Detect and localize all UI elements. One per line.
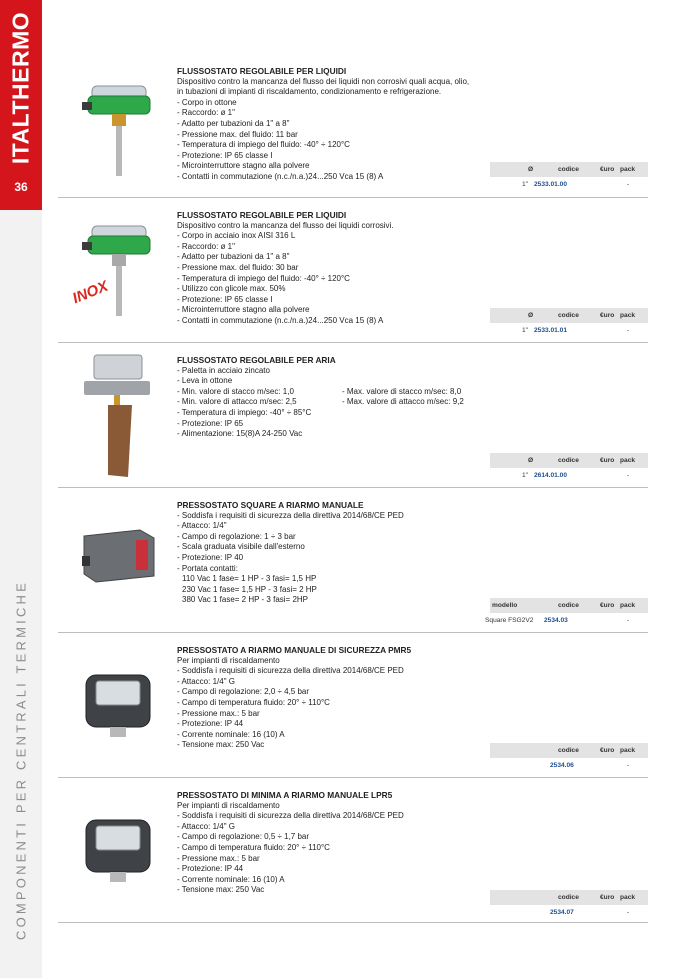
- code-cell[interactable]: 2533.01.00: [534, 181, 568, 188]
- spec-line: - Max. valore di stacco m/sec: 8,0: [342, 386, 462, 396]
- product-title: PRESSOSTATO SQUARE A RIARMO MANUALE: [177, 500, 364, 510]
- product-table: [490, 890, 648, 920]
- header-cell: codice: [558, 894, 579, 901]
- spec-line: - Campo di regolazione: 1 ÷ 3 bar: [177, 531, 296, 541]
- product-description: [177, 790, 507, 896]
- product-title: PRESSOSTATO A RIARMO MANUALE DI SICUREZZA PMR5: [177, 645, 412, 655]
- header-cell: Ø: [528, 457, 534, 464]
- pressure-switch-lpr5-icon: [80, 810, 160, 884]
- spec-line: - Pressione max.: 5 bar: [177, 853, 260, 863]
- sidebar: [0, 0, 42, 978]
- spec-line: - Soddisfa i requisiti di sicurezza della direttiva 2014/68/CE PED: [177, 811, 404, 821]
- spec-line: Per impianti di riscaldamento: [177, 800, 280, 810]
- spec-line: - Adatto per tubazioni da 1" a 8": [177, 118, 290, 128]
- spec-line: - Corpo in acciaio inox AISI 316 L: [177, 231, 296, 241]
- spec-line: - Contatti in commutazione (n.c./n.a.)24...250 Vca 15 (8) A: [177, 315, 384, 325]
- spec-line: - Attacco: 1/4" G: [177, 821, 235, 831]
- code-cell[interactable]: 2534.07: [550, 909, 574, 916]
- header-cell: pack: [620, 312, 636, 319]
- table-row: [490, 323, 648, 338]
- header-cell: pack: [620, 747, 636, 754]
- brand-band: [0, 0, 42, 210]
- header-cell: €uro: [600, 312, 615, 319]
- spec-line: - Pressione max. del fluido: 30 bar: [177, 262, 299, 272]
- spec-line: - Temperatura di impiego del fluido: -40° ÷ 120°C: [177, 140, 350, 150]
- spec-line: - Min. valore di attacco m/sec: 2,5: [177, 397, 297, 407]
- spec-line: Dispositivo contro la mancanza del flusso dei liquidi non corrosivi quali acqua, olio,: [177, 76, 470, 86]
- table-header: [490, 308, 648, 323]
- pack-cell: -: [627, 327, 630, 334]
- flow-switch-inox-icon: [76, 220, 160, 320]
- header-cell: pack: [620, 602, 636, 609]
- spec-line: - Corrente nominale: 16 (10) A: [177, 729, 285, 739]
- spec-line: Per impianti di riscaldamento: [177, 655, 280, 665]
- product-description: [177, 355, 507, 440]
- spec-pair: [177, 397, 507, 408]
- spec-line: - Contatti in commutazione (n.c./n.a.)24...250 Vca 15 (8) A: [177, 171, 384, 181]
- header-cell: €uro: [600, 166, 615, 173]
- header-cell: codice: [558, 312, 579, 319]
- spec-line: - Paletta in acciaio zincato: [177, 365, 270, 375]
- header-cell: codice: [558, 166, 579, 173]
- product-card: [58, 54, 648, 198]
- pack-cell: -: [627, 181, 630, 188]
- header-cell: modello: [492, 602, 518, 609]
- header-cell: codice: [558, 602, 579, 609]
- spec-line: - Protezione: IP 40: [177, 552, 244, 562]
- spec-line: - Corrente nominale: 16 (10) A: [177, 874, 285, 884]
- inox-badge: INOX: [70, 277, 111, 308]
- spec-line: - Raccordo: ø 1": [177, 241, 235, 251]
- section-title: COMPONENTI PER CENTRALI TERMICHE: [13, 579, 29, 941]
- spec-line: - Raccordo: ø 1": [177, 108, 235, 118]
- product-card: [58, 198, 648, 343]
- product-card: [58, 488, 648, 633]
- spec-line: - Portata contatti:: [177, 563, 238, 573]
- spec-line: 230 Vac 1 fase= 1,5 HP - 3 fasi= 2 HP: [182, 584, 317, 594]
- brand-logo: ITALTHERMO: [7, 11, 34, 165]
- spec-line: 110 Vac 1 fase= 1 HP - 3 fasi= 1,5 HP: [182, 574, 317, 584]
- spec-line: - Soddisfa i requisiti di sicurezza della direttiva 2014/68/CE PED: [177, 666, 404, 676]
- product-table: [490, 308, 648, 338]
- code-cell[interactable]: 2533.01.01: [534, 327, 568, 334]
- pack-cell: -: [627, 472, 630, 479]
- spec-line: - Protezione: IP 65: [177, 418, 244, 428]
- spec-line: - Protezione: IP 44: [177, 719, 244, 729]
- spec-pair: [177, 387, 507, 398]
- code-cell[interactable]: 2534.03: [544, 617, 568, 624]
- table-row: [490, 905, 648, 920]
- spec-line: - Max. valore di attacco m/sec: 9,2: [342, 397, 464, 407]
- table-header: [490, 743, 648, 758]
- spec-line: 380 Vac 1 fase= 2 HP - 3 fasi= 2HP: [182, 595, 308, 605]
- spec-line: - Scala graduata visibile dall'esterno: [177, 542, 305, 552]
- spec-line: - Min. valore di stacco m/sec: 1,0: [177, 386, 294, 396]
- spec-line: - Alimentazione: 15(8)A 24-250 Vac: [177, 429, 303, 439]
- spec-line: - Microinterruttore stagno alla polvere: [177, 305, 310, 315]
- header-cell: €uro: [600, 894, 615, 901]
- pressure-switch-square-icon: [80, 526, 160, 586]
- table-row: [490, 177, 648, 192]
- header-cell: pack: [620, 166, 636, 173]
- header-cell: €uro: [600, 602, 615, 609]
- product-title: FLUSSOSTATO REGOLABILE PER LIQUIDI: [177, 210, 347, 220]
- spec-line: - Microinterruttore stagno alla polvere: [177, 161, 310, 171]
- product-description: [177, 645, 507, 751]
- product-card: [58, 778, 648, 923]
- code-cell[interactable]: 2614.01.00: [534, 472, 568, 479]
- spec-line: - Attacco: 1/4": [177, 521, 227, 531]
- pack-cell: -: [627, 762, 630, 769]
- air-flow-switch-icon: [80, 351, 160, 481]
- spec-line: - Campo di temperatura fluido: 20° ÷ 110°C: [177, 697, 330, 707]
- table-row: [485, 613, 648, 628]
- spec-line: - Adatto per tubazioni da 1" a 8": [177, 252, 290, 262]
- spec-line: - Corpo in ottone: [177, 97, 237, 107]
- spec-line: - Utilizzo con glicole max. 50%: [177, 284, 286, 294]
- product-table: [490, 453, 648, 483]
- spec-line: Dispositivo contro la mancanza del flusso dei liquidi corrosivi.: [177, 220, 394, 230]
- code-cell[interactable]: 2534.06: [550, 762, 574, 769]
- product-description: [177, 66, 507, 183]
- size-cell: 1": [522, 181, 529, 188]
- header-cell: Ø: [528, 166, 534, 173]
- table-header: [490, 598, 648, 613]
- page-number: 36: [14, 180, 28, 194]
- spec-line: - Temperatura di impiego del fluido: -40° ÷ 120°C: [177, 273, 350, 283]
- table-header: [490, 890, 648, 905]
- spec-line: - Protezione: IP 44: [177, 864, 244, 874]
- spec-line: - Campo di regolazione: 0,5 ÷ 1,7 bar: [177, 832, 310, 842]
- header-cell: codice: [558, 457, 579, 464]
- product-card: [58, 343, 648, 488]
- table-header: [490, 453, 648, 468]
- spec-line: - Campo di regolazione: 2,0 ÷ 4,5 bar: [177, 687, 310, 697]
- spec-line: - Pressione max.: 5 bar: [177, 708, 260, 718]
- spec-line: - Temperatura di impiego: -40° ÷ 85°C: [177, 407, 312, 417]
- product-description: [177, 500, 507, 606]
- product-card: [58, 633, 648, 778]
- header-cell: €uro: [600, 747, 615, 754]
- header-cell: €uro: [600, 457, 615, 464]
- product-title: FLUSSOSTATO REGOLABILE PER LIQUIDI: [177, 66, 347, 76]
- spec-line: - Tensione max: 250 Vac: [177, 885, 265, 895]
- product-table: [490, 162, 648, 192]
- spec-line: in tubazioni di impianti di riscaldamento, condizionamento e refrigerazione.: [177, 87, 442, 97]
- header-cell: pack: [620, 457, 636, 464]
- header-cell: pack: [620, 894, 636, 901]
- spec-line: - Pressione max. del fluido: 11 bar: [177, 129, 298, 139]
- model-cell: Square FSG2V2: [485, 617, 534, 624]
- size-cell: 1": [522, 327, 529, 334]
- pack-cell: -: [627, 909, 630, 916]
- spec-line: - Tensione max: 250 Vac: [177, 740, 265, 750]
- spec-line: - Campo di temperatura fluido: 20° ÷ 110°C: [177, 842, 330, 852]
- table-row: [490, 758, 648, 773]
- flow-switch-green-icon: [76, 80, 160, 180]
- header-cell: Ø: [528, 312, 534, 319]
- table-row: [490, 468, 648, 483]
- product-description: [177, 210, 507, 327]
- pack-cell: -: [627, 617, 630, 624]
- product-title: FLUSSOSTATO REGOLABILE PER ARIA: [177, 355, 336, 365]
- size-cell: 1": [522, 472, 529, 479]
- product-table: [490, 743, 648, 773]
- table-header: [490, 162, 648, 177]
- product-title: PRESSOSTATO DI MINIMA A RIARMO MANUALE LPR5: [177, 790, 393, 800]
- pressure-switch-pmr5-icon: [80, 665, 160, 739]
- spec-line: - Leva in ottone: [177, 376, 233, 386]
- product-table: [485, 598, 648, 628]
- spec-line: - Soddisfa i requisiti di sicurezza della direttiva 2014/68/CE PED: [177, 510, 404, 520]
- spec-line: - Protezione: IP 65 classe I: [177, 150, 273, 160]
- spec-line: - Attacco: 1/4" G: [177, 676, 235, 686]
- spec-line: - Protezione: IP 65 classe I: [177, 294, 273, 304]
- header-cell: codice: [558, 747, 579, 754]
